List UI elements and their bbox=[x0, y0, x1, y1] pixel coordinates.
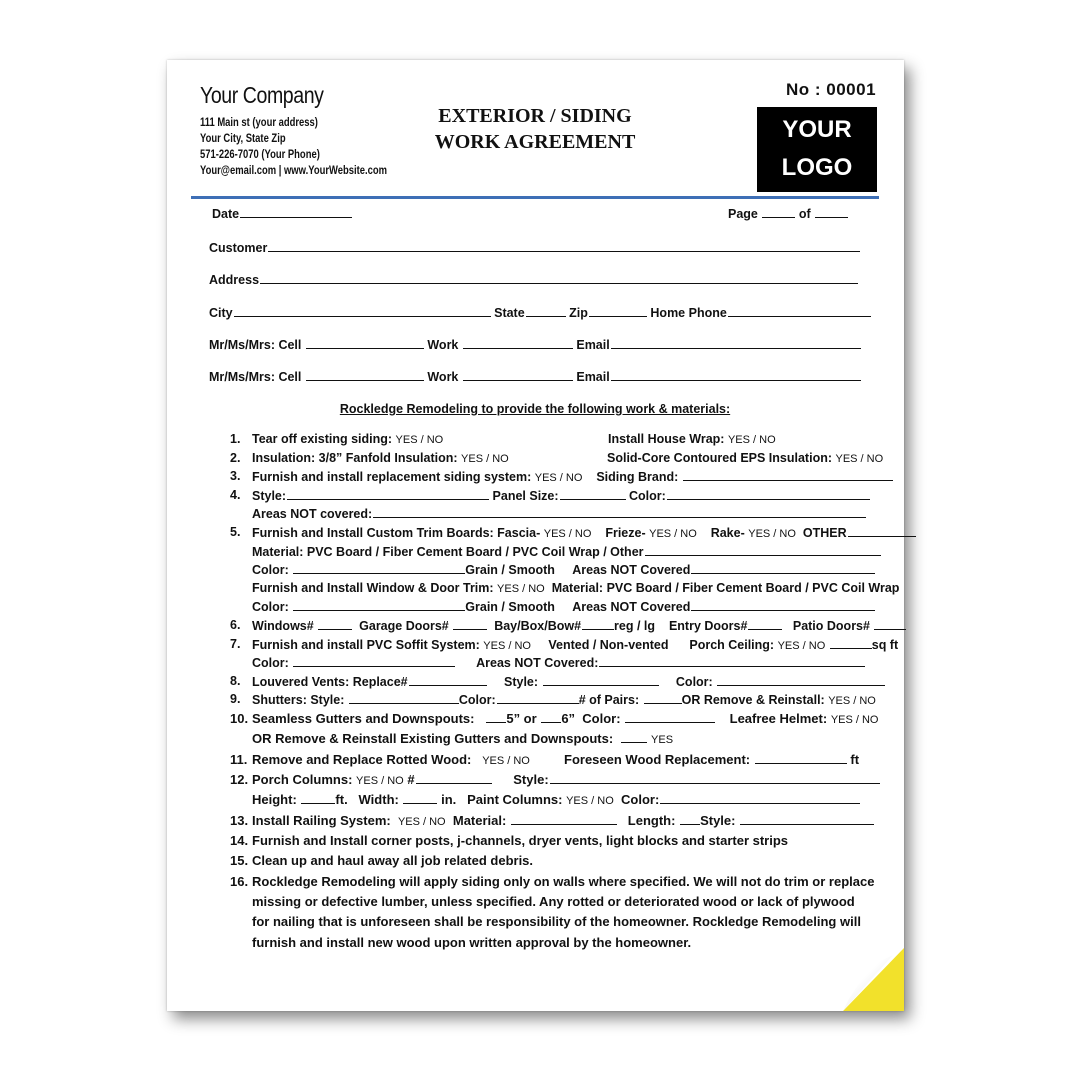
panel-size-label: Panel Size: bbox=[492, 489, 559, 503]
item-wood-replacement[interactable] bbox=[564, 752, 859, 767]
sqft-label: sq ft bbox=[871, 638, 899, 652]
item-number: 2. bbox=[230, 451, 241, 465]
yes-no-option[interactable]: YES / NO bbox=[356, 775, 404, 787]
item-number: 8. bbox=[230, 674, 241, 688]
areas-label: Areas NOT Covered: bbox=[476, 656, 599, 670]
item-number: 4. bbox=[230, 488, 241, 502]
gutters-label: Seamless Gutters and Downspouts: bbox=[252, 711, 475, 726]
customer-label: Customer bbox=[209, 241, 268, 255]
section-heading: Rockledge Remodeling to provide the following work & materials: bbox=[339, 402, 731, 416]
item-number: 15. bbox=[230, 853, 249, 868]
railing-label: Install Railing System: bbox=[252, 813, 391, 828]
page-label: Page bbox=[728, 207, 758, 221]
yes-no-option[interactable]: YES / NO bbox=[397, 816, 446, 828]
work-label: Work bbox=[427, 370, 459, 384]
other-label: OTHER bbox=[802, 526, 847, 540]
color-label: Color: bbox=[582, 711, 621, 726]
in-label: in. bbox=[441, 792, 457, 807]
ft-label: ft bbox=[850, 752, 860, 767]
material-label: Material: bbox=[452, 813, 507, 828]
item-number: 11. bbox=[230, 752, 248, 767]
house-wrap-label: Install House Wrap: bbox=[608, 432, 725, 446]
work-label: Work bbox=[427, 338, 459, 352]
item-cleanup: Clean up and haul away all job related debris. bbox=[252, 853, 534, 868]
width-label: Width: bbox=[358, 792, 399, 807]
customer-field[interactable] bbox=[209, 240, 860, 255]
state-label: State bbox=[494, 306, 525, 320]
grain-label: Grain / Smooth bbox=[465, 563, 555, 577]
header-divider bbox=[191, 196, 879, 199]
windows-label: Windows# bbox=[252, 619, 314, 633]
city-label: City bbox=[209, 306, 233, 320]
form-number: No : 00001 bbox=[786, 80, 877, 99]
wood-replacement-label: Foreseen Wood Replacement: bbox=[564, 752, 751, 767]
louvered-label: Louvered Vents: Replace# bbox=[252, 675, 408, 689]
item-number: 3. bbox=[230, 469, 241, 483]
item-window-trim-color[interactable] bbox=[252, 599, 875, 614]
item-gutters-reinstall[interactable] bbox=[252, 731, 673, 746]
item-number: 1. bbox=[230, 432, 241, 446]
six-inch-label: 6” bbox=[561, 711, 576, 726]
eps-label: Solid-Core Contoured EPS Insulation: bbox=[607, 451, 832, 465]
siding-brand-label: Siding Brand: bbox=[596, 470, 679, 484]
item-column-dims[interactable] bbox=[252, 792, 860, 807]
siding-label: Furnish and install replacement siding system: bbox=[252, 470, 532, 484]
shutters-label: Shutters: Style: bbox=[252, 693, 345, 707]
yes-no-option[interactable]: YES / NO bbox=[835, 453, 884, 465]
item-number: 9. bbox=[230, 692, 241, 706]
item-louvered-vents[interactable] bbox=[252, 674, 885, 689]
item-insulation[interactable] bbox=[252, 451, 509, 465]
item-number: 13. bbox=[230, 813, 249, 828]
yes-no-option[interactable]: YES / NO bbox=[395, 434, 444, 446]
style-label: Style: bbox=[252, 489, 287, 503]
yes-no-option[interactable]: YES / NO bbox=[828, 695, 876, 707]
date-field[interactable] bbox=[212, 206, 352, 221]
material-label: Material: PVC Board / Fiber Cement Board / PVC Coil Wrap bbox=[551, 581, 900, 595]
item-number: 10. bbox=[230, 711, 249, 726]
page-field[interactable] bbox=[728, 206, 848, 221]
yes-no-option[interactable]: YES / NO bbox=[727, 434, 776, 446]
cell-label: Mr/Ms/Mrs: Cell bbox=[209, 370, 302, 384]
item-porch-columns[interactable] bbox=[252, 772, 880, 787]
style-label: Style: bbox=[504, 675, 539, 689]
areas-label: Areas NOT Covered bbox=[572, 563, 691, 577]
rake-label: Rake- bbox=[710, 526, 745, 540]
company-name: Your Company bbox=[200, 82, 324, 108]
vented-label: Vented / Non-vented bbox=[548, 638, 669, 652]
address-line: Your City, State Zip bbox=[200, 133, 286, 145]
email-label: Email bbox=[576, 370, 610, 384]
item-eps-insulation[interactable] bbox=[607, 451, 883, 465]
logo-text: LOGO bbox=[781, 154, 853, 181]
yes-no-option[interactable]: YES / NO bbox=[482, 755, 530, 767]
window-trim-label: Furnish and Install Window & Door Trim: bbox=[252, 581, 494, 595]
item-number: 16. bbox=[230, 874, 249, 889]
home-phone-label: Home Phone bbox=[650, 306, 727, 320]
fascia-label: Furnish and Install Custom Trim Boards: Fascia- bbox=[252, 526, 541, 540]
contact-row[interactable] bbox=[209, 337, 861, 352]
material-label: Material: PVC Board / Fiber Cement Board / PVC Coil Wrap / Other bbox=[252, 545, 644, 559]
logo-placeholder bbox=[757, 107, 877, 192]
logo-text: YOUR bbox=[782, 116, 852, 143]
item-number: 5. bbox=[230, 525, 241, 539]
item-trim-color[interactable] bbox=[252, 562, 875, 577]
paint-columns-label: Paint Columns: bbox=[467, 792, 563, 807]
address-label: Address bbox=[209, 273, 260, 287]
soffit-label: Furnish and install PVC Soffit System: bbox=[252, 638, 480, 652]
yes-no-option[interactable]: YES / NO bbox=[543, 528, 592, 540]
style-label: Style: bbox=[700, 813, 736, 828]
yes-no-option[interactable]: YES / NO bbox=[534, 472, 583, 484]
insulation-label: Insulation: 3/8” Fanfold Insulation: bbox=[252, 451, 458, 465]
item-terms-line: for nailing that is unforeseen shall be responsibility of the homeowner. Rockledge Remodeling will bbox=[252, 914, 861, 929]
porch-ceiling-label: Porch Ceiling: bbox=[689, 638, 775, 652]
entry-doors-label: Entry Doors# bbox=[668, 619, 748, 633]
item-number: 14. bbox=[230, 833, 249, 848]
areas-label: Areas NOT covered: bbox=[252, 507, 373, 521]
contact-row[interactable] bbox=[209, 369, 861, 384]
item-replacement-siding[interactable] bbox=[252, 469, 893, 484]
item-gutters[interactable] bbox=[252, 711, 879, 726]
color-label: Color: bbox=[629, 489, 666, 503]
of-label: of bbox=[798, 207, 811, 221]
porch-columns-label: Porch Columns: bbox=[252, 772, 353, 787]
city-row[interactable] bbox=[209, 305, 871, 320]
count-label: # bbox=[407, 772, 415, 787]
frieze-label: Frieze- bbox=[605, 526, 646, 540]
item-soffit-color[interactable] bbox=[252, 655, 865, 670]
color-label: Color: bbox=[458, 693, 496, 707]
address-line: 571-226-7070 (Your Phone) bbox=[200, 149, 320, 161]
address-line: 111 Main st (your address) bbox=[200, 117, 318, 129]
item-tear-off[interactable] bbox=[252, 432, 443, 446]
color-label: Color: bbox=[252, 563, 289, 577]
form-title-line1: EXTERIOR / SIDING bbox=[438, 105, 632, 127]
pairs-label: # of Pairs: bbox=[578, 693, 640, 707]
item-shutters[interactable] bbox=[252, 692, 876, 707]
item-railing[interactable] bbox=[252, 813, 874, 828]
reg-lg-label: reg / lg bbox=[614, 619, 656, 633]
bay-label: Bay/Box/Bow# bbox=[494, 619, 582, 633]
item-rotted-wood[interactable] bbox=[252, 752, 530, 767]
color-label: Color: bbox=[252, 656, 289, 670]
item-trim-boards[interactable] bbox=[252, 525, 916, 540]
grain-label: Grain / Smooth bbox=[465, 600, 555, 614]
yes-no-option[interactable]: YES / NO bbox=[461, 453, 509, 465]
yes-no-option[interactable]: YES / NO bbox=[483, 640, 531, 652]
item-trim-material[interactable] bbox=[252, 544, 881, 559]
item-number: 6. bbox=[230, 618, 241, 632]
yes-no-option[interactable]: YES / NO bbox=[777, 640, 826, 652]
yes-no-option[interactable]: YES / NO bbox=[497, 583, 545, 595]
rotted-wood-label: Remove and Replace Rotted Wood: bbox=[252, 752, 472, 767]
item-terms-line: missing or defective lumber, unless specified. Any rotted or deteriorated wood or lack of plywood bbox=[252, 894, 855, 909]
areas-label: Areas NOT Covered bbox=[572, 600, 691, 614]
leafree-label: Leafree Helmet: bbox=[729, 711, 828, 726]
tear-off-label: Tear off existing siding: bbox=[252, 432, 393, 446]
date-label: Date bbox=[212, 207, 240, 221]
item-areas-row[interactable] bbox=[252, 506, 866, 521]
email-label: Email bbox=[576, 338, 610, 352]
item-number: 12. bbox=[230, 772, 249, 787]
item-window-door-trim[interactable] bbox=[252, 581, 899, 595]
yes-option[interactable]: YES bbox=[651, 734, 674, 746]
yes-no-option[interactable]: YES / NO bbox=[566, 795, 614, 807]
color-label: Color: bbox=[621, 792, 660, 807]
style-label: Style: bbox=[513, 772, 549, 787]
yes-no-option[interactable]: YES / NO bbox=[649, 528, 697, 540]
address-line: Your@email.com | www.YourWebsite.com bbox=[200, 165, 388, 177]
height-label: Height: bbox=[252, 792, 297, 807]
yes-no-option[interactable]: YES / NO bbox=[830, 714, 879, 726]
address-field[interactable] bbox=[209, 272, 858, 287]
item-soffit[interactable] bbox=[252, 637, 898, 652]
yes-no-option[interactable]: YES / NO bbox=[748, 528, 796, 540]
cell-label: Mr/Ms/Mrs: Cell bbox=[209, 338, 302, 352]
form-title-line2: WORK AGREEMENT bbox=[434, 131, 636, 153]
item-style-row[interactable] bbox=[252, 488, 870, 503]
patio-doors-label: Patio Doors# bbox=[792, 619, 870, 633]
reinstall-gutters-label: OR Remove & Reinstall Existing Gutters and Downspouts: bbox=[252, 731, 614, 746]
item-terms-line: furnish and install new wood upon written approval by the homeowner. bbox=[252, 935, 692, 950]
item-house-wrap[interactable] bbox=[608, 432, 776, 446]
ft-label: ft. bbox=[335, 792, 348, 807]
color-label: Color: bbox=[252, 600, 289, 614]
item-number: 7. bbox=[230, 637, 241, 651]
color-label: Color: bbox=[675, 675, 713, 689]
item-corner-posts: Furnish and Install corner posts, j-channels, dryer vents, light blocks and starter strips bbox=[252, 833, 789, 848]
five-inch-label: 5” or bbox=[506, 711, 537, 726]
item-terms-line: Rockledge Remodeling will apply siding only on walls where specified. We will not do trim or replace bbox=[252, 874, 875, 889]
remove-reinstall-label: OR Remove & Reinstall: bbox=[681, 693, 825, 707]
zip-label: Zip bbox=[569, 306, 588, 320]
item-openings[interactable] bbox=[252, 618, 906, 633]
garage-doors-label: Garage Doors# bbox=[359, 619, 449, 633]
length-label: Length: bbox=[627, 813, 676, 828]
